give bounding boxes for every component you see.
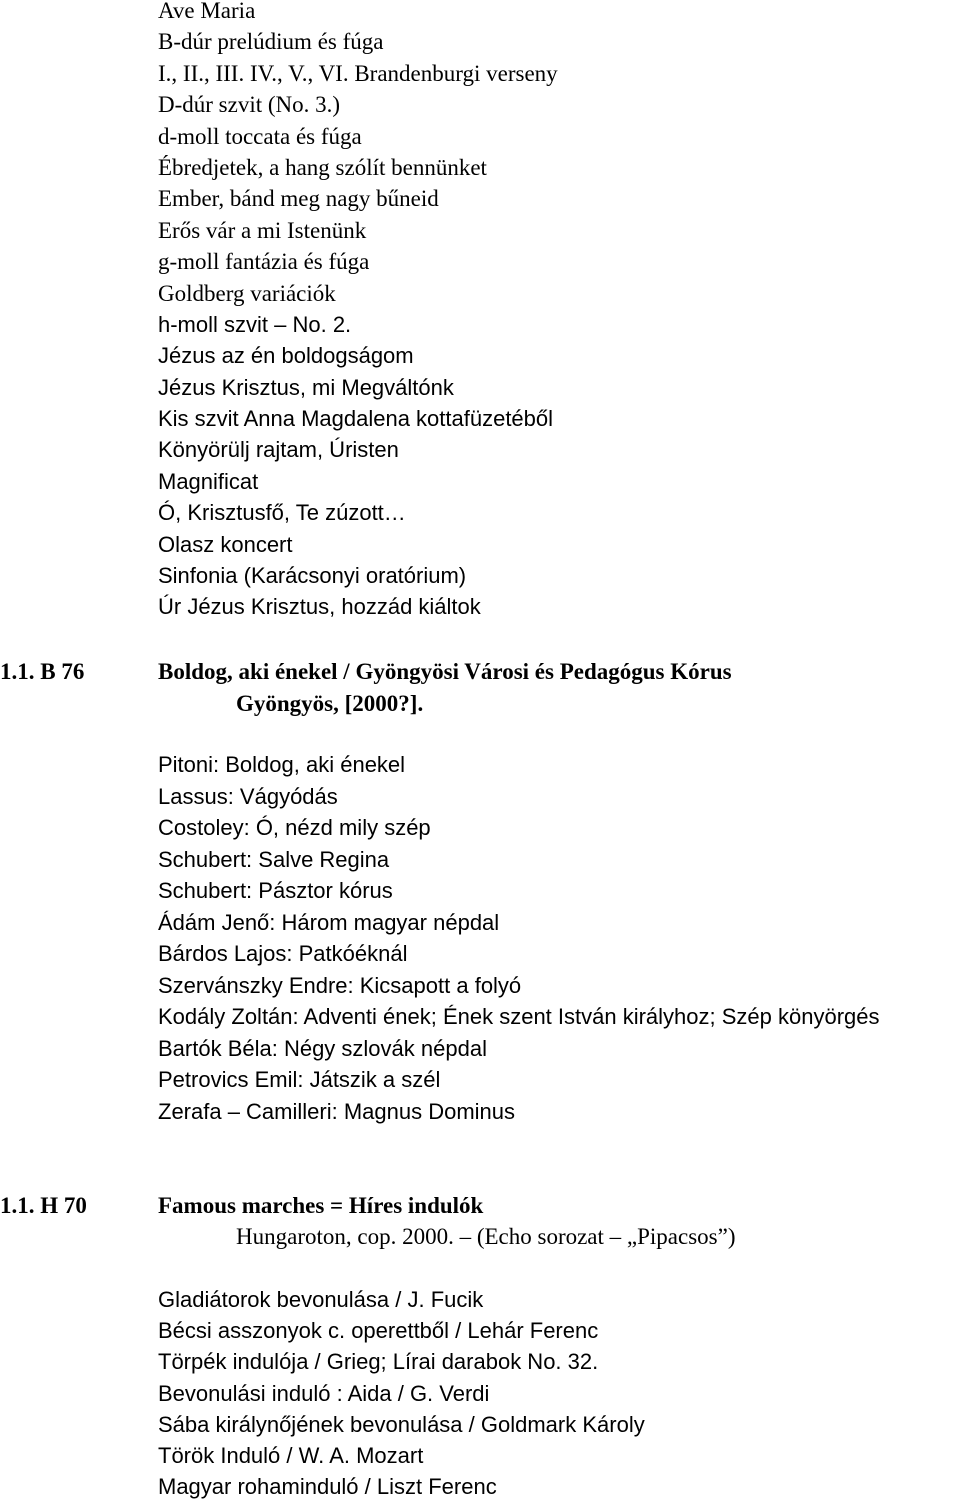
list-item: Könyörülj rajtam, Úristen: [158, 437, 399, 463]
entry-title-h70: Famous marches = Híres indulók: [158, 1193, 484, 1218]
list-item: Török Induló / W. A. Mozart: [158, 1442, 424, 1468]
list-item: I., II., III. IV., V., VI. Brandenburgi verseny: [158, 60, 558, 86]
list-item: Sinfonia (Karácsonyi oratórium): [158, 563, 467, 589]
list-item: Magnificat: [158, 468, 259, 494]
list-item: Schubert: Pásztor kórus: [158, 878, 393, 903]
track-list-top: [158, 0, 558, 623]
list-item: Erős vár a mi Istenünk: [158, 217, 367, 243]
list-item: Pitoni: Boldog, aki énekel: [158, 752, 406, 777]
list-item: Zerafa – Camilleri: Magnus Dominus: [158, 1098, 516, 1124]
entry-publication-h70: Hungaroton, cop. 2000. – (Echo sorozat – „Pipacsos”): [236, 1224, 736, 1249]
list-item: Kodály Zoltán: Adventi ének; Ének szent István királyhoz; Szép könyörgés: [158, 1004, 880, 1029]
list-item: Lassus: Vágyódás: [158, 783, 338, 809]
list-item: Bárdos Lajos: Patkóéknál: [158, 941, 408, 966]
entry-code-h70: 1.1. H 70: [0, 1193, 87, 1218]
list-item: Bartók Béla: Négy szlovák népdal: [158, 1035, 487, 1061]
list-item: d-moll toccata és fúga: [158, 123, 362, 149]
list-item: Ébredjetek, a hang szólít bennünket: [158, 154, 487, 180]
track-list-h70: [158, 1284, 645, 1502]
list-item: Costoley: Ó, nézd mily szép: [158, 815, 431, 840]
list-item: Magyar rohaminduló / Liszt Ferenc: [158, 1474, 497, 1500]
list-item: g-moll fantázia és fúga: [158, 249, 370, 275]
list-item: D-dúr szvit (No. 3.): [158, 92, 341, 118]
list-item: Ave Maria: [158, 0, 256, 23]
list-item: Ember, bánd meg nagy bűneid: [158, 186, 439, 212]
entry-publication-b76: Gyöngyös, [2000?].: [236, 691, 424, 716]
track-list-b76: [158, 749, 880, 1127]
list-item: Törpék indulója / Grieg; Lírai darabok No. 32.: [158, 1349, 599, 1375]
list-item: B-dúr prelúdium és fúga: [158, 29, 384, 55]
list-item: Úr Jézus Krisztus, hozzád kiáltok: [158, 594, 481, 620]
list-item: Goldberg variációk: [158, 280, 336, 306]
list-item: Jézus az én boldogságom: [158, 343, 414, 369]
list-item: Ádám Jenő: Három magyar népdal: [158, 909, 500, 935]
list-item: Sába királynőjének bevonulása / Goldmark Károly: [158, 1411, 645, 1437]
list-item: Petrovics Emil: Játszik a szél: [158, 1067, 441, 1092]
list-item: Gladiátorok bevonulása / J. Fucik: [158, 1287, 484, 1312]
list-item: Kis szvit Anna Magdalena kottafüzetéből: [158, 406, 554, 432]
list-item: Schubert: Salve Regina: [158, 846, 390, 872]
list-item: Olasz koncert: [158, 531, 293, 557]
list-item: Szervánszky Endre: Kicsapott a folyó: [158, 972, 522, 998]
list-item: Bécsi asszonyok c. operettből / Lehár Ferenc: [158, 1318, 599, 1344]
list-item: Jézus Krisztus, mi Megváltónk: [158, 374, 454, 400]
list-item: Ó, Krisztusfő, Te zúzott…: [158, 500, 406, 526]
entry-title-b76: Boldog, aki énekel / Gyöngyösi Városi és Pedagógus Kórus: [158, 659, 732, 684]
entry-code-b76: 1.1. B 76: [0, 659, 85, 684]
list-item: Bevonulási induló : Aida / G. Verdi: [158, 1380, 490, 1406]
list-item: h-moll szvit – No. 2.: [158, 311, 352, 337]
